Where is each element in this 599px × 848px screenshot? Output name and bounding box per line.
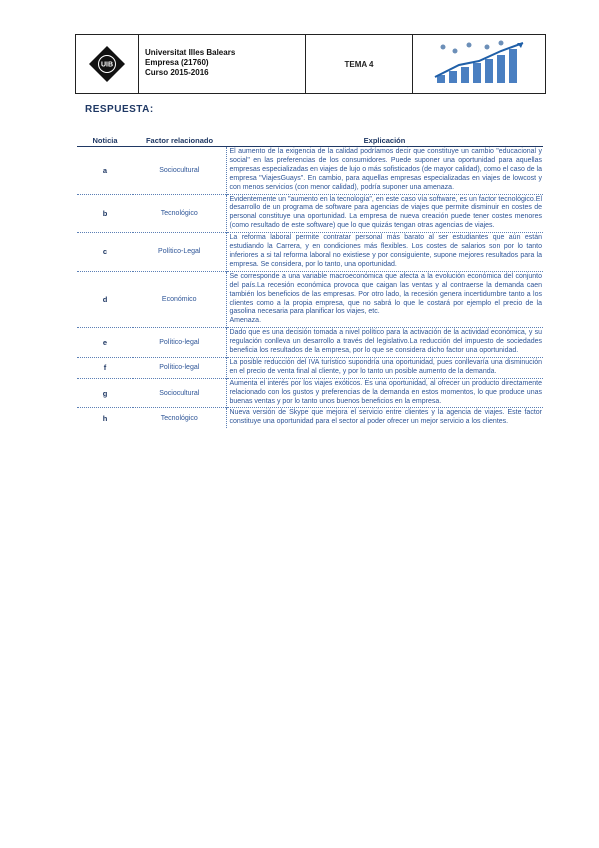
logo-cell bbox=[76, 35, 139, 93]
row-noticia: f bbox=[77, 357, 133, 378]
row-noticia: a bbox=[102, 165, 108, 175]
row-explicacion: El aumento de la exigencia de la calidad podríamos decir que constituye un cambio "educacional y social" en las preferencias de los consumidores. Puede suponer una oportunidad para aquellas empresas especializadas en viajes de lujo o más sofisticados (de mayor calidad), como el caso de la empresa "ViajesGuays". En cambio, para aquellas empresas especializadas en viajes de lowcost y con menos servicios (con menor calidad), podría suponer una amenaza. bbox=[226, 147, 543, 195]
row-explicacion: Dado que es una decisión tomada a nivel político para la activación de la actividad económica, y su regulación conlleva un desarrollo a través del legislativo.La reducción del impuesto de sociedades beneficia los resultados de la empresa, por lo que se considera dicho factor una oportunidad. bbox=[226, 328, 543, 358]
table-row bbox=[77, 408, 543, 428]
row-explicacion: Evidentemente un "aumento en la tecnología", en este caso vía software, es un factor tecnológico.El desarrollo de un programa de software para agencias de viajes que permite disminuir en costes de personal constituye una oportunidad. La empresa de nueva creación puede tener costes menores (como resultado de este software) que lo que quizás tengan otras agencias de viajes. bbox=[226, 194, 543, 233]
table-row bbox=[77, 233, 543, 272]
topic-label: TEMA 4 bbox=[344, 59, 374, 69]
answer-table bbox=[77, 134, 543, 428]
table-row bbox=[77, 271, 543, 327]
row-factor: Tecnológico bbox=[133, 194, 226, 233]
row-explicacion: Aumenta el interés por los viajes exóticos. Es una oportunidad, al ofrecer un producto directamente relacionado con los gustos y preferencias de la demanda en estos momentos, lo que produce unas buenas ventas y por lo tanto unos buenos beneficios en la empresa. bbox=[226, 378, 543, 408]
row-noticia: e bbox=[77, 328, 133, 358]
university-name: Universitat Illes Balears bbox=[145, 48, 236, 57]
row-factor: Político-Legal bbox=[133, 233, 226, 272]
row-factor: Sociocultural bbox=[159, 166, 200, 174]
course-code: Empresa (21760) bbox=[145, 58, 209, 67]
row-factor: Sociocultural bbox=[133, 378, 226, 408]
row-factor: Económico bbox=[133, 271, 226, 327]
row-noticia: b bbox=[77, 194, 133, 233]
row-noticia: g bbox=[77, 378, 133, 408]
svg-text:UIB: UIB bbox=[100, 61, 114, 69]
row-explicacion-extra: Amenaza. bbox=[229, 317, 262, 325]
table-header-row bbox=[77, 134, 543, 147]
row-noticia: d bbox=[77, 271, 133, 327]
header-noticia: Noticia bbox=[77, 134, 133, 147]
row-explicacion-cell bbox=[226, 271, 543, 327]
row-explicacion: Nueva versión de Skype que mejora el servicio entre clientes y la agencia de viajes. Este factor constituye una oportunidad para el sector al poder ofrecer un mejor servicio a los clientes. bbox=[226, 408, 543, 428]
header-explicacion: Explicación bbox=[226, 134, 543, 147]
course-year: Curso 2015-2016 bbox=[145, 68, 209, 77]
row-factor: Tecnológico bbox=[133, 408, 226, 428]
row-factor: Político-legal bbox=[133, 357, 226, 378]
row-explicacion: La posible reducción del IVA turístico supondría una oportunidad, pues conllevaría una disminución en el precio de venta final al cliente, y por lo tanto un posible aumento de la demanda. bbox=[226, 357, 543, 378]
topic-cell bbox=[306, 35, 413, 93]
row-explicacion: Se corresponde a una variable macroeconómica que afecta a la evolución económica del conjunto del país.La recesión económica provoca que caigan las ventas y al contraerse la demanda caen también los beneficios de las empresas. Por otro lado, la recesión genera incertidumbre tanto a los clientes como a la propia empresa, que no sabrá lo que le costará por ejemplo el precio de la gasolina necesaria para planificar los viajes, etc. bbox=[229, 272, 542, 316]
section-title: RESPUESTA: bbox=[85, 104, 154, 115]
table-row bbox=[77, 147, 543, 195]
row-noticia: c bbox=[77, 233, 133, 272]
row-explicacion: La reforma laboral permite contratar personal más barato al ser estudiantes que aún están estudiando la Carrera, y en condiciones más flexibles. Los costes de salarios son por lo tanto inferiores a si tal reforma laboral no existiese y por consiguiente, supone mejores resultados para la empresa. Se considera, por lo tanto, una oportunidad. bbox=[226, 233, 543, 272]
header-factor: Factor relacionado bbox=[133, 134, 226, 147]
table-row bbox=[77, 194, 543, 233]
document-header bbox=[75, 34, 546, 94]
row-noticia: h bbox=[77, 408, 133, 428]
table-row bbox=[77, 328, 543, 358]
table-row bbox=[77, 378, 543, 408]
row-factor: Político-legal bbox=[133, 328, 226, 358]
course-info bbox=[139, 35, 306, 93]
business-growth-illustration-icon bbox=[429, 39, 529, 89]
uib-logo-icon bbox=[87, 44, 127, 84]
table-row bbox=[77, 357, 543, 378]
header-image-cell bbox=[413, 35, 545, 93]
